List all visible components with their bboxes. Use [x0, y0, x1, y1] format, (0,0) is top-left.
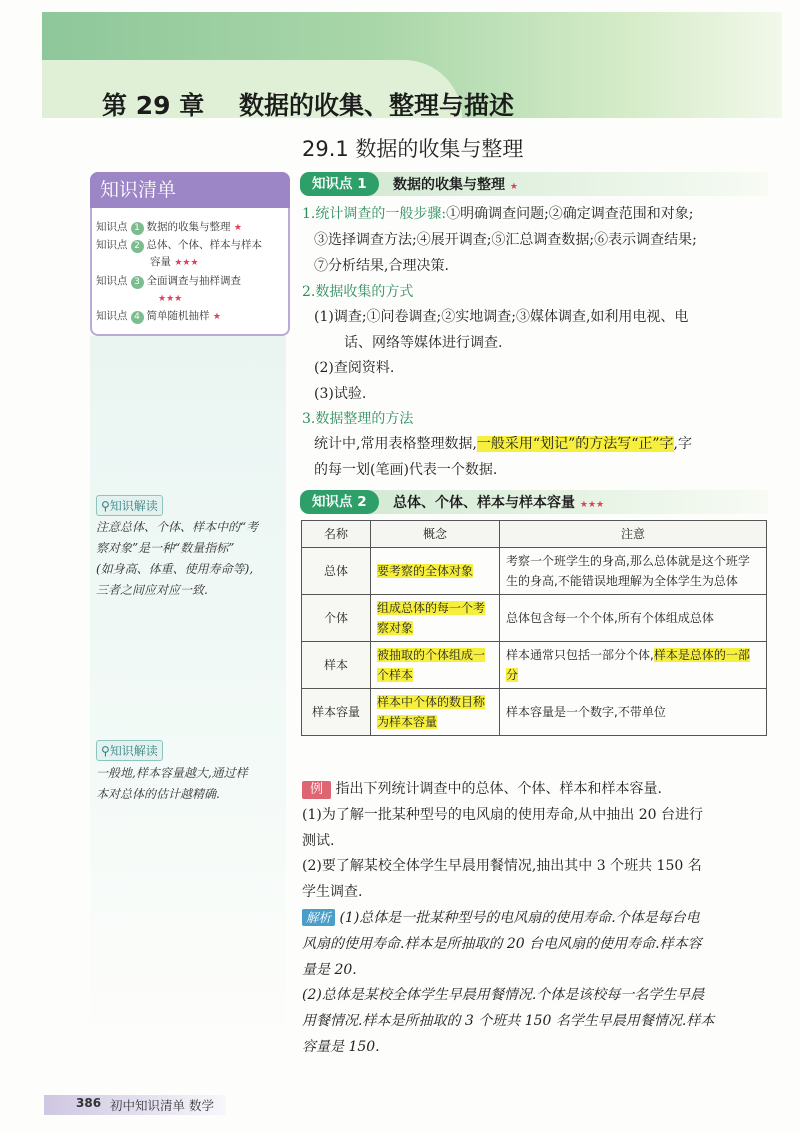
sidebar-item-kp4[interactable]: 知识点 4 简单随机抽样 ★ — [96, 310, 221, 322]
star-icon: ★★★ — [174, 258, 199, 268]
analysis-line2: 风扇的使用寿命.样本是所抽取的 20 台电风扇的使用寿命.样本容 — [302, 936, 702, 952]
row-note: 样本通常只包括一部分个体, — [506, 648, 654, 662]
section-title: 29.1 数据的收集与整理 — [302, 137, 524, 161]
note-tag-1: ⚲知识解读 — [96, 495, 163, 516]
kp1-p2-line3: (2)查阅资料. — [314, 360, 395, 376]
kp1-p1-line3: ⑦分析结果,合理决策. — [314, 258, 449, 274]
kp1-name: 数据的收集与整理 — [393, 177, 505, 193]
number-badge-icon: 4 — [131, 311, 144, 324]
example-q2-line1: (2)要了解某校全体学生早晨用餐情况,抽出其中 3 个班共 150 名 — [302, 858, 702, 874]
kp1-p2-line1: (1)调查;①问卷调查;②实地调查;③媒体调查,如利用电视、电 — [314, 309, 689, 325]
kp2-header — [300, 490, 768, 514]
row-concept: 被抽取的个体组成一个样本 — [377, 648, 486, 682]
knowledge-list-heading: 知识清单 — [90, 172, 290, 208]
star-icon: ★ — [509, 182, 518, 192]
example-stem: 例 指出下列统计调查中的总体、个体、样本和样本容量. — [302, 779, 662, 799]
row-concept: 样本中个体的数目称为样本容量 — [377, 695, 486, 729]
table-row — [302, 642, 767, 689]
kp1-p1-line2: ③选择调查方法;④展开调查;⑤汇总调查数据;⑥表示调查结果; — [314, 232, 697, 248]
book-title: 初中知识清单 数学 — [110, 1098, 214, 1113]
star-icon: ★ — [233, 223, 242, 233]
number-badge-icon: 1 — [131, 222, 144, 235]
table-header: 注意 — [500, 521, 767, 548]
analysis-line6: 容量是 150. — [302, 1039, 380, 1055]
sidebar-item-kp2[interactable]: 知识点 2 总体、个体、样本与样本 — [96, 239, 262, 251]
row-note: 考察一个班学生的身高,那么总体就是这个班学生的身高,不能错误地理解为全体学生为总体 — [500, 548, 767, 595]
table-header-row — [302, 521, 767, 548]
kp1-p2-line2: 话、网络等媒体进行调查. — [344, 335, 503, 351]
kp1-p2-head: 2.数据收集的方式 — [302, 284, 414, 300]
table-header: 概念 — [371, 521, 500, 548]
sidebar-background — [90, 336, 286, 1036]
sidebar-item-kp3-stars — [158, 290, 182, 307]
kp1-tag: 知识点 1 — [300, 172, 379, 196]
sidebar-item-kp2-cont: 容量 ★★★ — [150, 256, 199, 268]
row-concept: 组成总体的每一个考察对象 — [377, 601, 486, 635]
kp1-p3-line2: 的每一划(笔画)代表一个数据. — [314, 462, 498, 478]
star-icon: ★★★ — [158, 294, 183, 304]
page-number: 386 — [76, 1096, 102, 1110]
kp2-name: 总体、个体、样本与样本容量 — [393, 495, 575, 511]
number-badge-icon: 3 — [131, 276, 144, 289]
row-name: 个体 — [302, 595, 371, 642]
row-name: 样本容量 — [302, 689, 371, 736]
kp2-tag: 知识点 2 — [300, 490, 379, 514]
note-text-2: 一般地,样本容量越大,通过样 本对总体的估计越精确. — [96, 766, 248, 801]
star-icon: ★ — [212, 312, 221, 322]
sidebar-item-kp3[interactable]: 知识点 3 全面调查与抽样调查 — [96, 275, 241, 287]
analysis-line1: 解析 (1)总体是一批某种型号的电风扇的使用寿命.个体是每台电 — [302, 908, 700, 928]
row-concept: 要考察的全体对象 — [377, 564, 474, 578]
kp1-p1-line1: 1.统计调查的一般步骤:①明确调查问题;②确定调查范围和对象; — [302, 206, 694, 222]
example-q1-line2: 测试. — [302, 833, 335, 849]
concept-table — [301, 520, 767, 736]
row-name: 样本 — [302, 642, 371, 689]
kp1-header — [300, 172, 768, 196]
table-row — [302, 548, 767, 595]
note-text-1: 注意总体、个体、样本中的“考 察对象”是一种“数量指标” (如身高、体重、使用寿命等), 三者之间应对应一致. — [96, 520, 259, 597]
kp1-p3-line1: 统计中,常用表格整理数据,一般采用“划记”的方法写“正”字,字 — [314, 436, 692, 452]
number-badge-icon: 2 — [131, 240, 144, 253]
row-name: 总体 — [302, 548, 371, 595]
row-note: 总体包含每一个个体,所有个体组成总体 — [500, 595, 767, 642]
table-header: 名称 — [302, 521, 371, 548]
example-q1-line1: (1)为了解一批某种型号的电风扇的使用寿命,从中抽出 20 台进行 — [302, 807, 703, 823]
table-row — [302, 689, 767, 736]
analysis-line3: 量是 20. — [302, 962, 357, 978]
magnifier-icon: ⚲ — [101, 744, 110, 758]
sidebar-item-kp1[interactable]: 知识点 1 数据的收集与整理 ★ — [96, 221, 242, 233]
row-note-highlight: 样本是总体的一部分 — [506, 648, 750, 682]
star-icon: ★★★ — [579, 500, 605, 510]
kp1-p2-line4: (3)试验. — [314, 386, 367, 402]
example-tag: 例 — [302, 781, 331, 799]
kp1-p3-head: 3.数据整理的方法 — [302, 411, 414, 427]
chapter-title: 第 29 章 数据的收集、整理与描述 — [102, 91, 515, 120]
row-note: 样本容量是一个数字,不带单位 — [500, 689, 767, 736]
table-row — [302, 595, 767, 642]
example-q2-line2: 学生调查. — [302, 884, 363, 900]
analysis-line5: 用餐情况.样本是所抽取的 3 个班共 150 名学生早晨用餐情况.样本 — [302, 1013, 715, 1029]
analysis-line4: (2)总体是某校全体学生早晨用餐情况.个体是该校每一名学生早晨 — [302, 987, 705, 1003]
analysis-tag: 解析 — [302, 909, 335, 926]
magnifier-icon: ⚲ — [101, 499, 110, 513]
note-tag-2: ⚲知识解读 — [96, 740, 163, 761]
